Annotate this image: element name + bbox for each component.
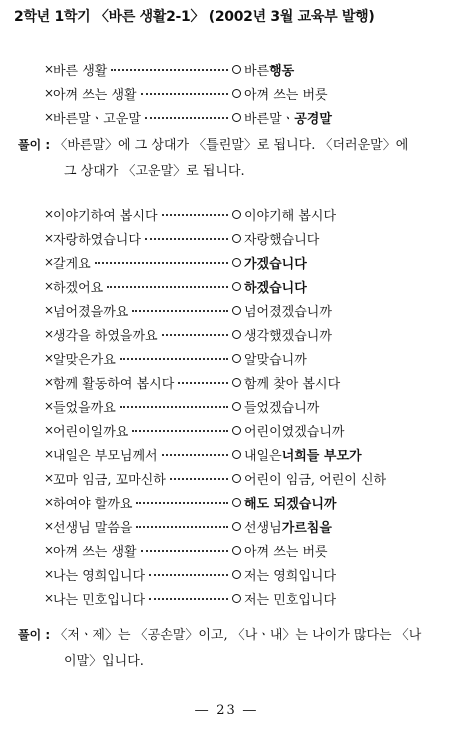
wrong-expression: 이야기하여 봅시다 [53,208,158,224]
wrong-expression: 나는 영희입니다 [53,568,146,584]
leader-dots [95,262,228,264]
correction-row [44,204,444,224]
correction-row [44,420,444,440]
wrong-expression: 어린이일까요 [53,424,129,440]
correct-expression [232,492,336,512]
leader-dots [162,214,228,216]
correction-row [44,372,444,392]
wrong-expression: 생각을 하였을까요 [53,328,158,344]
correct-text: 어린이 임금, 어린이 신하 [244,472,387,488]
leader-dots [132,430,228,432]
correct-text: 아껴 쓰는 버릇 [244,87,328,103]
correct-mark-icon [232,498,241,507]
correction-row [44,228,444,248]
correct-expression [232,59,294,79]
correct-text: 저는 영희입니다 [244,568,337,584]
leader-dots [120,406,228,408]
correction-row [44,324,444,344]
correct-expression [232,83,328,103]
wrong-mark-icon: × [44,351,55,365]
wrong-expression: 나는 민호입니다 [53,592,146,608]
correct-expression [232,204,336,224]
wrong-mark-icon: × [44,399,55,413]
correct-mark-icon [232,474,241,483]
correction-row [44,444,444,464]
note-line-2: 그 상대가 〈고운말〉로 됩니다. [64,164,245,179]
correct-text-emphasis: 해도 되겠습니까 [244,496,337,512]
wrong-mark-icon: × [44,279,55,293]
leader-dots [178,382,228,384]
correct-mark-icon [232,426,241,435]
leader-dots [111,69,228,71]
correct-text: 이야기해 봅시다 [244,208,337,224]
correct-text: 함께 찾아 봅시다 [244,376,341,392]
correct-text: 바른 [244,63,270,79]
wrong-mark-icon: × [44,207,55,221]
correct-expression [232,420,344,440]
correction-row [44,588,444,608]
correction-row [44,396,444,416]
correct-text-emphasis: 공경말 [294,111,332,127]
wrong-mark-icon: × [44,471,55,485]
correct-mark-icon [232,354,241,363]
correction-row [44,300,444,320]
correction-row [44,564,444,584]
wrong-expression: 바른 생활 [53,63,108,79]
correct-mark-icon [232,306,241,315]
leader-dots [162,454,228,456]
note-line-2: 이말〉입니다. [64,654,144,669]
leader-dots [136,526,228,528]
correct-expression [232,540,328,560]
correction-row [44,276,444,296]
note-label: 풀이 : [18,628,51,642]
correct-mark-icon [232,594,241,603]
correct-text: 선생님 [244,520,282,536]
wrong-mark-icon: × [44,495,55,509]
correct-text: 내일은 [244,448,282,464]
correct-mark-icon [232,258,241,267]
wrong-expression: 갈게요 [53,256,91,272]
correct-text: 아껴 쓰는 버릇 [244,544,328,560]
correct-expression [232,324,332,344]
correction-row [44,59,444,79]
wrong-mark-icon: × [44,519,55,533]
correct-mark-icon [232,450,241,459]
correct-mark-icon [232,546,241,555]
wrong-expression: 자랑하였습니다 [53,232,141,248]
wrong-expression: 아껴 쓰는 생활 [53,544,137,560]
correct-expression [232,300,332,320]
leader-dots [120,358,228,360]
leader-dots [170,478,228,480]
correct-expression [232,444,362,464]
correct-mark-icon [232,282,241,291]
correct-mark-icon [232,210,241,219]
wrong-mark-icon: × [44,447,55,461]
note-1 [18,132,440,185]
correct-mark-icon [232,234,241,243]
correct-mark-icon [232,522,241,531]
wrong-expression: 하여야 할까요 [53,496,133,512]
leader-dots [145,117,228,119]
wrong-mark-icon: × [44,423,55,437]
correction-row [44,83,444,103]
correction-row [44,107,444,127]
leader-dots [162,334,228,336]
leader-dots [136,502,228,504]
correct-expression [232,564,336,584]
correct-mark-icon [232,570,241,579]
correction-row [44,492,444,512]
correct-text: 들었겠습니까 [244,400,320,416]
wrong-expression: 내일은 부모님께서 [53,448,158,464]
wrong-expression: 선생님 말씀을 [53,520,133,536]
wrong-mark-icon: × [44,62,55,76]
correct-text: 바른말ㆍ [244,111,295,127]
wrong-expression: 함께 활동하여 봅시다 [53,376,175,392]
page-number: ― 23 ― [195,703,258,718]
correct-text-emphasis: 가르침을 [281,520,332,536]
correct-mark-icon [232,65,241,74]
wrong-mark-icon: × [44,110,55,124]
leader-dots [107,286,228,288]
correct-text-emphasis: 행동 [269,63,295,79]
correct-expression [232,252,307,272]
correct-mark-icon [232,113,241,122]
correction-row [44,540,444,560]
correct-expression [232,396,319,416]
leader-dots [149,574,228,576]
correct-text: 저는 민호입니다 [244,592,337,608]
leader-dots [145,238,228,240]
note-label: 풀이 : [18,138,51,152]
note-2 [18,622,440,675]
correct-text: 알맞습니까 [244,352,307,368]
correct-mark-icon [232,378,241,387]
note-line-1: 〈저ㆍ제〉는 〈공손말〉이고, 〈나ㆍ내〉는 나이가 많다는 〈나 [54,628,422,643]
correction-row [44,252,444,272]
wrong-mark-icon: × [44,303,55,317]
wrong-expression: 꼬마 임금, 꼬마신하 [53,472,166,488]
correct-text-emphasis: 너희들 부모가 [281,448,362,464]
wrong-expression: 넘어졌을까요 [53,304,129,320]
correct-expression [232,468,386,488]
wrong-expression: 알맞은가요 [53,352,116,368]
page-header: 2학년 1학기 〈바른 생활2-1〉 (2002년 3월 교육부 발행) [14,9,375,25]
correction-row [44,468,444,488]
wrong-expression: 하겠어요 [53,280,104,296]
leader-dots [132,310,228,312]
correct-expression [232,276,307,296]
correct-expression [232,228,319,248]
wrong-mark-icon: × [44,543,55,557]
correct-expression [232,372,340,392]
wrong-mark-icon: × [44,86,55,100]
leader-dots [141,550,228,552]
correction-row [44,516,444,536]
correction-row [44,348,444,368]
correct-text: 자랑했습니다 [244,232,320,248]
correct-text: 넘어졌겠습니까 [244,304,332,320]
correct-text-emphasis: 가겠습니다 [244,256,307,272]
note-line-1: 〈바른말〉에 그 상대가 〈틀린말〉로 됩니다. 〈더러운말〉에 [54,138,409,153]
wrong-mark-icon: × [44,375,55,389]
correct-mark-icon [232,330,241,339]
leader-dots [141,93,228,95]
correct-mark-icon [232,402,241,411]
correct-expression [232,348,307,368]
correct-mark-icon [232,89,241,98]
wrong-mark-icon: × [44,327,55,341]
correct-text: 생각했겠습니까 [244,328,332,344]
wrong-expression: 바른말ㆍ고운말 [53,111,141,127]
correct-expression [232,588,336,608]
wrong-expression: 들었을까요 [53,400,116,416]
correct-expression [232,107,332,127]
wrong-mark-icon: × [44,255,55,269]
leader-dots [149,598,228,600]
correct-text-emphasis: 하겠습니다 [244,280,307,296]
correct-text: 어린이였겠습니까 [244,424,345,440]
wrong-mark-icon: × [44,591,55,605]
correct-expression [232,516,332,536]
wrong-mark-icon: × [44,567,55,581]
wrong-mark-icon: × [44,231,55,245]
wrong-expression: 아껴 쓰는 생활 [53,87,137,103]
